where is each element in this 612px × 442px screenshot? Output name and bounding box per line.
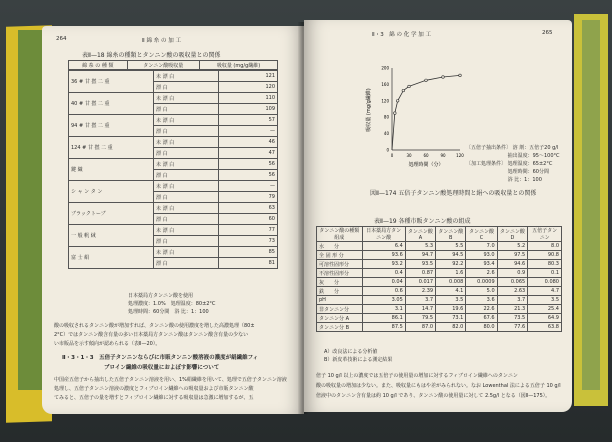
left-table-row [69, 93, 278, 104]
absorption-value: 46 [219, 137, 278, 148]
x-tick-label: 60 [423, 153, 429, 158]
component-name: 不溶性固形分 [317, 269, 363, 278]
component-value: 14.7 [405, 305, 435, 314]
component-value: 73.1 [436, 314, 466, 323]
right-table-header-cell: 五倍子タンニン [528, 227, 562, 242]
component-value: 3.7 [405, 296, 435, 305]
component-value: 82.0 [436, 323, 466, 332]
component-value: 77.6 [497, 323, 528, 332]
absorption-chart [364, 60, 464, 170]
left-table-row [69, 71, 278, 82]
y-axis-label: 吸収量 (mg/g繊維) [366, 88, 372, 132]
component-value: 73.5 [497, 314, 528, 323]
right-table-header [317, 227, 562, 242]
component-value: 0.9 [497, 269, 528, 278]
absorption-value: 60 [219, 214, 278, 225]
component-name: 非タンニン分 [317, 305, 363, 314]
left-table-header [69, 61, 278, 70]
absorption-value: — [219, 181, 278, 192]
left-body-line: 2°C）ではタンニン酸含有量の多い日本薬局方タンニン酸はタンニン酸含有量の少ない [54, 332, 249, 338]
component-value: 87.5 [362, 323, 405, 332]
bleach-state: 漂 白 [154, 192, 219, 203]
absorption-value: 63 [219, 203, 278, 214]
bleach-state: 漂 白 [154, 214, 219, 225]
condition-line: 浴 比：1：100 [466, 177, 542, 183]
right-table-header-cell: タンニン酸 B [436, 227, 466, 242]
right-table-header-cell: タンニン酸 D [497, 227, 528, 242]
absorption-value: 73 [219, 236, 278, 247]
left-table-note: 処理濃度：1.0% 処理温度：80±2°C [128, 301, 216, 307]
left-page [42, 26, 304, 414]
component-value: 7.0 [466, 242, 497, 251]
left-table-header-cell: タンニン酸吸収量 [127, 61, 199, 70]
left-body-line: 酸の吸収されるタンニン酸が増加すれば、タンニン酸の使用濃度を増した高濃処理（80± [54, 323, 255, 329]
left-table-row [69, 137, 278, 148]
component-value: 0.6 [362, 287, 405, 296]
bleach-state: 漂 白 [154, 104, 219, 115]
y-tick-label: 40 [383, 131, 389, 137]
component-name: 全 固 形 分 [317, 251, 363, 260]
left-table-row [69, 181, 278, 192]
bleach-state: 漂 白 [154, 148, 219, 159]
right-body-line: 倍子 10 g/l 以上の濃度では五倍子の使用量の増加に対するフィブロイン繊維へのタンニン [316, 373, 518, 379]
data-point [425, 79, 428, 82]
component-value: 92.2 [436, 260, 466, 269]
fabric-name: 一 般 帆 絨 [69, 225, 154, 247]
x-tick-label: 90 [440, 153, 446, 158]
y-tick-label: 120 [381, 98, 389, 104]
data-point [408, 85, 411, 88]
component-value: 0.065 [497, 278, 528, 287]
right-table-row [317, 260, 562, 269]
component-value: 3.6 [466, 296, 497, 305]
left-table-title: 表Ⅱ—18 綿糸の種類とタンニン酸の吸収量との関係 [82, 52, 221, 59]
left-table-body [68, 70, 278, 269]
bleach-state: 未 漂 白 [154, 159, 219, 170]
right-table-note: A）改良法による分析値 [324, 349, 378, 355]
right-table [316, 226, 562, 332]
right-running-head: Ⅱ・3 綿 の 化 学 加 工 [372, 32, 431, 38]
component-value: 3.5 [528, 296, 562, 305]
book-spine-left [18, 30, 44, 390]
component-value: 25.4 [528, 305, 562, 314]
bleach-state: 漂 白 [154, 258, 219, 269]
left-body-line: い市販品を示す傾向が認められる（表Ⅱ—20）。 [54, 341, 161, 347]
component-name: pH [317, 296, 363, 305]
component-value: 94.6 [497, 260, 528, 269]
right-table-row [317, 269, 562, 278]
right-table-row [317, 314, 562, 323]
component-value: 4.7 [528, 287, 562, 296]
book-spine-right [582, 20, 600, 390]
y-tick-label: 160 [381, 81, 389, 87]
absorption-value: 47 [219, 148, 278, 159]
component-value: 3.5 [436, 296, 466, 305]
absorption-value: 121 [219, 71, 278, 82]
component-value: 87.0 [405, 323, 435, 332]
component-value: 0.1 [528, 269, 562, 278]
fabric-name: 124 # 甘 撚 二 重 [69, 137, 154, 159]
component-value: 3.7 [497, 296, 528, 305]
right-table-body [317, 242, 562, 332]
y-tick-label: 80 [383, 114, 389, 120]
component-value: 3.05 [362, 296, 405, 305]
component-value: 0.4 [362, 269, 405, 278]
fabric-name: 鍵 織 [69, 159, 154, 181]
right-table-title: 表Ⅱ—19 各種市販タンニン酸の組成 [374, 218, 471, 225]
left-table [68, 60, 278, 70]
fabric-name: ブラックトーブ [69, 203, 154, 225]
section-heading: ブロイン繊維の吸収量におよぼす影響について [104, 365, 220, 371]
left-body-line: てみると、五倍子の量を増すとフィブロイン繊維に対する吸収量は急激に増加するが、五 [54, 395, 254, 401]
bleach-state: 未 漂 白 [154, 137, 219, 148]
component-value: 93.0 [466, 251, 497, 260]
right-table-row [317, 323, 562, 332]
component-name: 可溶性固形分 [317, 260, 363, 269]
bleach-state: 未 漂 白 [154, 93, 219, 104]
right-body-line: 倍液中のタンニン含有量は約 10 g/l であり、タンニン酸の使用量に対して 2.5g/l となる（図Ⅱ—175）。 [316, 393, 551, 399]
component-name: 水 分 [317, 242, 363, 251]
component-name: 鉄 分 [317, 287, 363, 296]
component-value: 5.2 [497, 242, 528, 251]
component-value: 22.6 [466, 305, 497, 314]
left-table-row [69, 115, 278, 126]
component-value: 5.5 [436, 242, 466, 251]
absorption-value: 56 [219, 170, 278, 181]
data-point [396, 100, 399, 103]
left-table-rows [68, 70, 278, 269]
component-value: 97.5 [497, 251, 528, 260]
fabric-name: 94 # 甘 撚 二 重 [69, 115, 154, 137]
y-tick-label: 0 [386, 147, 389, 153]
component-value: 79.5 [405, 314, 435, 323]
condition-line: 〔五倍子抽出条件〕 溶 剤：五倍子20 g/l [466, 145, 559, 151]
section-heading: Ⅱ・3・1・3 五倍子タンニンならびに市販タンニン酸溶液の濃度が絹繊維フィ [62, 355, 259, 361]
bleach-state: 未 漂 白 [154, 181, 219, 192]
x-axis-label: 処理時間（分） [408, 162, 444, 168]
component-value: 93.4 [466, 260, 497, 269]
right-table-header-cell: タンニン酸 C [466, 227, 497, 242]
bleach-state: 漂 白 [154, 126, 219, 137]
component-value: 2.6 [466, 269, 497, 278]
fabric-name: 36 # 甘 撚 二 重 [69, 71, 154, 93]
left-table-header-cell: 綿 糸 の 種 類 [69, 61, 128, 70]
component-value: 3.1 [362, 305, 405, 314]
component-value: 0.04 [362, 278, 405, 287]
bleach-state: 未 漂 白 [154, 203, 219, 214]
figure-caption: 図Ⅱ—174 五倍子タンニン酸処理時間と絹への吸収量との関係 [370, 190, 537, 197]
bleach-state: 未 漂 白 [154, 71, 219, 82]
left-body-line: 処理し、五倍子タンニン溶液の濃度とフィブロイン繊維への吸収量および市販タンニン酸 [54, 386, 254, 392]
data-point [394, 112, 397, 115]
right-table-note: B）新皮革技術による測定結果 [324, 357, 393, 363]
component-value: 0.008 [436, 278, 466, 287]
series-line [392, 75, 460, 150]
component-value: 6.4 [362, 242, 405, 251]
right-table-row [317, 242, 562, 251]
absorption-value: 109 [219, 104, 278, 115]
left-table-header-cell: 吸収量 (mg/g繊維) [200, 61, 278, 70]
component-value: 90.8 [528, 251, 562, 260]
absorption-value: — [219, 126, 278, 137]
component-name: タンニン分 B [317, 323, 363, 332]
left-table-row [69, 159, 278, 170]
component-value: 1.6 [436, 269, 466, 278]
bleach-state: 漂 白 [154, 82, 219, 93]
left-table-row [69, 225, 278, 236]
data-point [402, 89, 405, 92]
left-table-note: 処理時間：60分間 浴 比：1：100 [128, 309, 209, 315]
right-table-header-cell: タンニン酸の種類 組成 [317, 227, 363, 242]
left-table-row [69, 203, 278, 214]
component-value: 93.6 [362, 251, 405, 260]
right-table-row [317, 287, 562, 296]
fabric-name: 富 士 絹 [69, 247, 154, 269]
right-table-row [317, 251, 562, 260]
component-value: 0.87 [405, 269, 435, 278]
component-value: 21.3 [497, 305, 528, 314]
component-value: 63.8 [528, 323, 562, 332]
right-page-number: 265 [542, 30, 553, 36]
component-value: 5.3 [405, 242, 435, 251]
right-table-header-cell: 日本薬局方タンニン酸 [362, 227, 405, 242]
bleach-state: 未 漂 白 [154, 247, 219, 258]
component-value: 19.6 [436, 305, 466, 314]
component-value: 0.0009 [466, 278, 497, 287]
bleach-state: 漂 白 [154, 170, 219, 181]
x-tick-label: 120 [456, 153, 464, 158]
left-running-head: Ⅱ 綿 糸 の 加 工 [142, 38, 181, 44]
right-page [304, 20, 572, 412]
absorption-value: 57 [219, 115, 278, 126]
left-table-note: 日本薬局方タンニン酸を使用 [128, 293, 194, 299]
component-name: 灰 分 [317, 278, 363, 287]
absorption-value: 81 [219, 258, 278, 269]
fabric-name: 40 # 甘 撚 二 重 [69, 93, 154, 115]
data-point [442, 76, 445, 79]
right-table-row [317, 305, 562, 314]
left-table-row [69, 247, 278, 258]
right-table-header-cell: タンニン酸 A [405, 227, 435, 242]
component-value: 67.6 [466, 314, 497, 323]
component-value: 5.0 [466, 287, 497, 296]
absorption-value: 85 [219, 247, 278, 258]
absorption-value: 120 [219, 82, 278, 93]
component-value: 4.1 [436, 287, 466, 296]
y-tick-label: 200 [381, 65, 389, 71]
component-value: 93.2 [362, 260, 405, 269]
condition-line: 処理時間：60分間 [466, 169, 549, 175]
component-value: 2.63 [497, 287, 528, 296]
absorption-value: 77 [219, 225, 278, 236]
condition-line: 抽出温度：95～100°C [466, 153, 560, 159]
component-value: 0.017 [405, 278, 435, 287]
left-body-line: 中国産五倍子から抽出した五倍子タンニン溶液を用い、1%絹繊維を用いて、処理で五倍子タンニン溶液 [54, 377, 287, 383]
bleach-state: 漂 白 [154, 236, 219, 247]
absorption-value: 110 [219, 93, 278, 104]
right-table-row [317, 296, 562, 305]
component-value: 94.7 [405, 251, 435, 260]
component-value: 0.080 [528, 278, 562, 287]
component-value: 86.1 [362, 314, 405, 323]
bleach-state: 未 漂 白 [154, 115, 219, 126]
component-value: 94.5 [436, 251, 466, 260]
condition-line: 〔加工処理条件〕 処理温度：65±2°C [466, 161, 553, 167]
left-page-number: 264 [56, 36, 67, 42]
absorption-value: 79 [219, 192, 278, 203]
right-body-line: 酸の吸収量の増加は少ない。また、吸収量にもはや差がみられない。なお Lowenthal 法による五倍子 10 g/l [316, 383, 561, 389]
component-value: 8.0 [528, 242, 562, 251]
component-value: 80.3 [528, 260, 562, 269]
component-value: 64.9 [528, 314, 562, 323]
right-table-row [317, 278, 562, 287]
absorption-value: 56 [219, 159, 278, 170]
component-name: タンニン分 A [317, 314, 363, 323]
component-value: 93.5 [405, 260, 435, 269]
fabric-name: シ ャ ン タ ン [69, 181, 154, 203]
x-tick-label: 30 [406, 153, 412, 158]
bleach-state: 未 漂 白 [154, 225, 219, 236]
component-value: 2.39 [405, 287, 435, 296]
component-value: 80.0 [466, 323, 497, 332]
x-tick-label: 0 [390, 153, 394, 158]
data-point [459, 74, 462, 77]
